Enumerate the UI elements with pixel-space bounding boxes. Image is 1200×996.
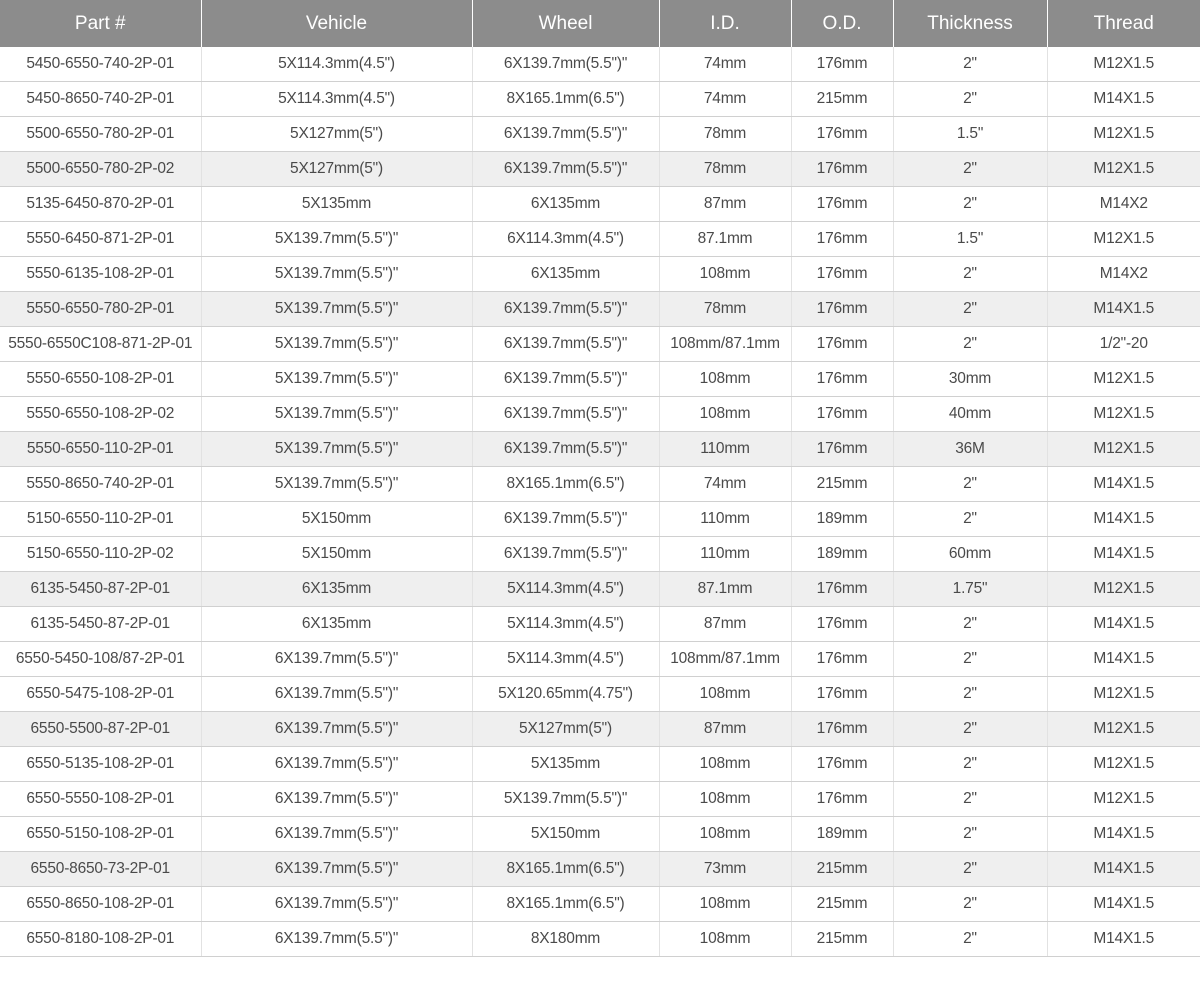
vehicle-cell: 5X139.7mm(5.5")" [201, 257, 472, 292]
wheel-cell: 5X114.3mm(4.5") [472, 572, 659, 607]
table-header [0, 0, 1200, 47]
table-row [0, 187, 1200, 222]
thread-cell: M12X1.5 [1047, 712, 1200, 747]
part-number-cell: 5550-6550-108-2P-01 [0, 362, 201, 397]
wheel-cell: 8X180mm [472, 922, 659, 957]
table-row [0, 537, 1200, 572]
vehicle-cell: 6X139.7mm(5.5")" [201, 782, 472, 817]
wheel-cell: 5X127mm(5") [472, 712, 659, 747]
table-row [0, 782, 1200, 817]
wheel-cell: 5X150mm [472, 817, 659, 852]
table-row [0, 222, 1200, 257]
outer-diameter-cell: 189mm [791, 537, 893, 572]
table-row [0, 607, 1200, 642]
inner-diameter-cell: 74mm [659, 467, 791, 502]
header-inner-diameter: I.D. [659, 0, 791, 47]
wheel-cell: 6X139.7mm(5.5")" [472, 292, 659, 327]
header-row [0, 0, 1200, 47]
inner-diameter-cell: 108mm [659, 922, 791, 957]
inner-diameter-cell: 108mm [659, 362, 791, 397]
table-row [0, 852, 1200, 887]
inner-diameter-cell: 110mm [659, 432, 791, 467]
thread-cell: M12X1.5 [1047, 572, 1200, 607]
inner-diameter-cell: 108mm [659, 782, 791, 817]
thread-cell: M14X1.5 [1047, 922, 1200, 957]
thickness-cell: 2" [893, 887, 1047, 922]
vehicle-cell: 6X139.7mm(5.5")" [201, 922, 472, 957]
thread-cell: M14X1.5 [1047, 467, 1200, 502]
wheel-cell: 5X114.3mm(4.5") [472, 607, 659, 642]
vehicle-cell: 5X127mm(5") [201, 152, 472, 187]
outer-diameter-cell: 176mm [791, 47, 893, 82]
table-row [0, 887, 1200, 922]
thickness-cell: 2" [893, 677, 1047, 712]
outer-diameter-cell: 176mm [791, 572, 893, 607]
inner-diameter-cell: 78mm [659, 117, 791, 152]
vehicle-cell: 5X139.7mm(5.5")" [201, 222, 472, 257]
vehicle-cell: 6X139.7mm(5.5")" [201, 817, 472, 852]
table-row [0, 47, 1200, 82]
outer-diameter-cell: 176mm [791, 362, 893, 397]
inner-diameter-cell: 108mm [659, 677, 791, 712]
vehicle-cell: 5X139.7mm(5.5")" [201, 327, 472, 362]
inner-diameter-cell: 87mm [659, 607, 791, 642]
thickness-cell: 2" [893, 817, 1047, 852]
outer-diameter-cell: 176mm [791, 782, 893, 817]
thickness-cell: 2" [893, 47, 1047, 82]
part-number-cell: 6135-5450-87-2P-01 [0, 607, 201, 642]
wheel-cell: 8X165.1mm(6.5") [472, 852, 659, 887]
vehicle-cell: 5X114.3mm(4.5") [201, 82, 472, 117]
outer-diameter-cell: 176mm [791, 397, 893, 432]
part-number-cell: 5550-6550-110-2P-01 [0, 432, 201, 467]
thickness-cell: 2" [893, 922, 1047, 957]
table-row [0, 292, 1200, 327]
vehicle-cell: 5X139.7mm(5.5")" [201, 432, 472, 467]
inner-diameter-cell: 87mm [659, 712, 791, 747]
inner-diameter-cell: 110mm [659, 502, 791, 537]
part-number-cell: 5150-6550-110-2P-02 [0, 537, 201, 572]
outer-diameter-cell: 176mm [791, 257, 893, 292]
thickness-cell: 2" [893, 502, 1047, 537]
thread-cell: M12X1.5 [1047, 47, 1200, 82]
inner-diameter-cell: 73mm [659, 852, 791, 887]
thickness-cell: 2" [893, 152, 1047, 187]
thickness-cell: 60mm [893, 537, 1047, 572]
outer-diameter-cell: 215mm [791, 887, 893, 922]
vehicle-cell: 5X150mm [201, 502, 472, 537]
wheel-cell: 6X139.7mm(5.5")" [472, 397, 659, 432]
outer-diameter-cell: 176mm [791, 187, 893, 222]
outer-diameter-cell: 176mm [791, 747, 893, 782]
outer-diameter-cell: 189mm [791, 502, 893, 537]
thread-cell: M14X1.5 [1047, 537, 1200, 572]
part-number-cell: 5500-6550-780-2P-02 [0, 152, 201, 187]
vehicle-cell: 6X135mm [201, 572, 472, 607]
inner-diameter-cell: 108mm [659, 747, 791, 782]
thread-cell: M12X1.5 [1047, 222, 1200, 257]
thread-cell: M14X1.5 [1047, 887, 1200, 922]
table-row [0, 817, 1200, 852]
wheel-cell: 5X120.65mm(4.75") [472, 677, 659, 712]
table-row [0, 432, 1200, 467]
header-thickness: Thickness [893, 0, 1047, 47]
inner-diameter-cell: 87.1mm [659, 572, 791, 607]
inner-diameter-cell: 78mm [659, 292, 791, 327]
wheel-cell: 6X135mm [472, 257, 659, 292]
part-number-cell: 5135-6450-870-2P-01 [0, 187, 201, 222]
part-number-cell: 6550-8650-73-2P-01 [0, 852, 201, 887]
table-row [0, 467, 1200, 502]
outer-diameter-cell: 176mm [791, 432, 893, 467]
part-number-cell: 5450-8650-740-2P-01 [0, 82, 201, 117]
table-row [0, 642, 1200, 677]
vehicle-cell: 5X135mm [201, 187, 472, 222]
table-row [0, 257, 1200, 292]
inner-diameter-cell: 87mm [659, 187, 791, 222]
thread-cell: M14X1.5 [1047, 502, 1200, 537]
outer-diameter-cell: 176mm [791, 607, 893, 642]
thickness-cell: 2" [893, 327, 1047, 362]
inner-diameter-cell: 108mm [659, 397, 791, 432]
thickness-cell: 2" [893, 187, 1047, 222]
outer-diameter-cell: 176mm [791, 712, 893, 747]
part-number-cell: 6550-5475-108-2P-01 [0, 677, 201, 712]
thread-cell: M14X1.5 [1047, 292, 1200, 327]
thickness-cell: 2" [893, 607, 1047, 642]
inner-diameter-cell: 74mm [659, 82, 791, 117]
part-number-cell: 6550-5150-108-2P-01 [0, 817, 201, 852]
thread-cell: M12X1.5 [1047, 117, 1200, 152]
outer-diameter-cell: 189mm [791, 817, 893, 852]
table-row [0, 572, 1200, 607]
vehicle-cell: 6X139.7mm(5.5")" [201, 712, 472, 747]
thread-cell: M12X1.5 [1047, 362, 1200, 397]
wheel-cell: 6X139.7mm(5.5")" [472, 327, 659, 362]
wheel-cell: 6X139.7mm(5.5")" [472, 47, 659, 82]
part-number-cell: 6550-8650-108-2P-01 [0, 887, 201, 922]
table-row [0, 922, 1200, 957]
part-number-cell: 5550-6135-108-2P-01 [0, 257, 201, 292]
vehicle-cell: 5X139.7mm(5.5")" [201, 292, 472, 327]
vehicle-cell: 6X139.7mm(5.5")" [201, 852, 472, 887]
table-row [0, 82, 1200, 117]
wheel-cell: 8X165.1mm(6.5") [472, 887, 659, 922]
wheel-cell: 6X135mm [472, 187, 659, 222]
thickness-cell: 30mm [893, 362, 1047, 397]
part-number-cell: 6550-5135-108-2P-01 [0, 747, 201, 782]
wheel-cell: 6X139.7mm(5.5")" [472, 117, 659, 152]
header-part-number: Part # [0, 0, 201, 47]
inner-diameter-cell: 74mm [659, 47, 791, 82]
part-number-cell: 5550-6550-108-2P-02 [0, 397, 201, 432]
wheel-cell: 8X165.1mm(6.5") [472, 82, 659, 117]
inner-diameter-cell: 78mm [659, 152, 791, 187]
outer-diameter-cell: 176mm [791, 677, 893, 712]
table-body [0, 47, 1200, 957]
vehicle-cell: 5X127mm(5") [201, 117, 472, 152]
wheel-cell: 5X114.3mm(4.5") [472, 642, 659, 677]
thickness-cell: 1.75" [893, 572, 1047, 607]
thread-cell: M12X1.5 [1047, 782, 1200, 817]
vehicle-cell: 6X139.7mm(5.5")" [201, 747, 472, 782]
thickness-cell: 2" [893, 467, 1047, 502]
thread-cell: M12X1.5 [1047, 747, 1200, 782]
outer-diameter-cell: 215mm [791, 467, 893, 502]
table-row [0, 362, 1200, 397]
header-wheel: Wheel [472, 0, 659, 47]
wheel-cell: 6X139.7mm(5.5")" [472, 362, 659, 397]
inner-diameter-cell: 110mm [659, 537, 791, 572]
vehicle-cell: 5X139.7mm(5.5")" [201, 397, 472, 432]
part-number-cell: 5500-6550-780-2P-01 [0, 117, 201, 152]
part-number-cell: 5150-6550-110-2P-01 [0, 502, 201, 537]
thread-cell: 1/2"-20 [1047, 327, 1200, 362]
part-number-cell: 5550-8650-740-2P-01 [0, 467, 201, 502]
thread-cell: M12X1.5 [1047, 397, 1200, 432]
part-number-cell: 5450-6550-740-2P-01 [0, 47, 201, 82]
wheel-cell: 6X139.7mm(5.5")" [472, 502, 659, 537]
outer-diameter-cell: 176mm [791, 327, 893, 362]
inner-diameter-cell: 108mm [659, 257, 791, 292]
wheel-cell: 6X139.7mm(5.5")" [472, 537, 659, 572]
thread-cell: M14X1.5 [1047, 817, 1200, 852]
table-row [0, 327, 1200, 362]
wheel-cell: 5X135mm [472, 747, 659, 782]
outer-diameter-cell: 215mm [791, 922, 893, 957]
part-number-cell: 6135-5450-87-2P-01 [0, 572, 201, 607]
part-number-cell: 6550-5450-108/87-2P-01 [0, 642, 201, 677]
thread-cell: M14X1.5 [1047, 852, 1200, 887]
thickness-cell: 2" [893, 782, 1047, 817]
part-number-cell: 5550-6550-780-2P-01 [0, 292, 201, 327]
thickness-cell: 40mm [893, 397, 1047, 432]
thread-cell: M12X1.5 [1047, 432, 1200, 467]
thickness-cell: 36M [893, 432, 1047, 467]
wheel-cell: 8X165.1mm(6.5") [472, 467, 659, 502]
thickness-cell: 1.5" [893, 117, 1047, 152]
header-thread: Thread [1047, 0, 1200, 47]
wheel-cell: 6X139.7mm(5.5")" [472, 152, 659, 187]
vehicle-cell: 5X139.7mm(5.5")" [201, 362, 472, 397]
outer-diameter-cell: 176mm [791, 292, 893, 327]
outer-diameter-cell: 176mm [791, 642, 893, 677]
table-row [0, 152, 1200, 187]
outer-diameter-cell: 215mm [791, 852, 893, 887]
part-number-cell: 6550-5500-87-2P-01 [0, 712, 201, 747]
thickness-cell: 2" [893, 257, 1047, 292]
thickness-cell: 2" [893, 292, 1047, 327]
part-number-cell: 5550-6550C108-871-2P-01 [0, 327, 201, 362]
table-row [0, 502, 1200, 537]
inner-diameter-cell: 108mm/87.1mm [659, 642, 791, 677]
thread-cell: M14X1.5 [1047, 642, 1200, 677]
thickness-cell: 2" [893, 852, 1047, 887]
thread-cell: M12X1.5 [1047, 152, 1200, 187]
outer-diameter-cell: 176mm [791, 222, 893, 257]
thread-cell: M14X1.5 [1047, 607, 1200, 642]
wheel-cell: 6X139.7mm(5.5")" [472, 432, 659, 467]
inner-diameter-cell: 108mm/87.1mm [659, 327, 791, 362]
thickness-cell: 2" [893, 82, 1047, 117]
part-number-cell: 6550-5550-108-2P-01 [0, 782, 201, 817]
thread-cell: M14X1.5 [1047, 82, 1200, 117]
table-row [0, 677, 1200, 712]
inner-diameter-cell: 87.1mm [659, 222, 791, 257]
vehicle-cell: 5X139.7mm(5.5")" [201, 467, 472, 502]
part-number-cell: 5550-6450-871-2P-01 [0, 222, 201, 257]
thickness-cell: 2" [893, 712, 1047, 747]
thread-cell: M14X2 [1047, 187, 1200, 222]
thickness-cell: 2" [893, 642, 1047, 677]
thread-cell: M14X2 [1047, 257, 1200, 292]
table-row [0, 397, 1200, 432]
vehicle-cell: 5X114.3mm(4.5") [201, 47, 472, 82]
table-row [0, 747, 1200, 782]
outer-diameter-cell: 176mm [791, 152, 893, 187]
outer-diameter-cell: 215mm [791, 82, 893, 117]
thread-cell: M12X1.5 [1047, 677, 1200, 712]
inner-diameter-cell: 108mm [659, 817, 791, 852]
header-vehicle: Vehicle [201, 0, 472, 47]
vehicle-cell: 6X139.7mm(5.5")" [201, 887, 472, 922]
vehicle-cell: 6X135mm [201, 607, 472, 642]
vehicle-cell: 6X139.7mm(5.5")" [201, 677, 472, 712]
wheel-cell: 5X139.7mm(5.5")" [472, 782, 659, 817]
thickness-cell: 2" [893, 747, 1047, 782]
table-row [0, 117, 1200, 152]
header-outer-diameter: O.D. [791, 0, 893, 47]
part-number-cell: 6550-8180-108-2P-01 [0, 922, 201, 957]
thickness-cell: 1.5" [893, 222, 1047, 257]
vehicle-cell: 5X150mm [201, 537, 472, 572]
wheel-cell: 6X114.3mm(4.5") [472, 222, 659, 257]
outer-diameter-cell: 176mm [791, 117, 893, 152]
vehicle-cell: 6X139.7mm(5.5")" [201, 642, 472, 677]
table-row [0, 712, 1200, 747]
inner-diameter-cell: 108mm [659, 887, 791, 922]
